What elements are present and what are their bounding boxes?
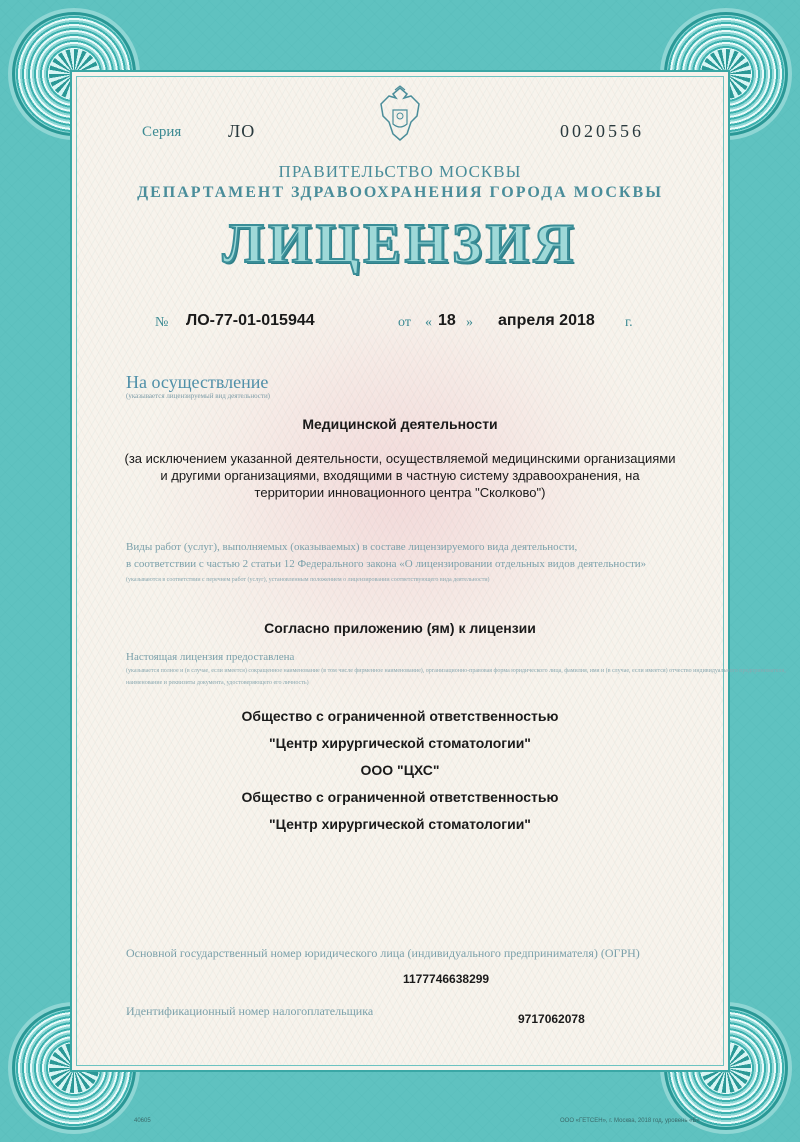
ogrn-value: 1177746638299 (403, 972, 490, 986)
works-hint: (указываются в соответствии с перечнем работ (услуг), установленным положением о лицензировании соответствующего вида деятельности) (126, 577, 490, 583)
inn-label: Идентификационный номер налогоплательщика (126, 1004, 374, 1018)
document-title: ЛИЦЕНЗИЯ (222, 213, 578, 275)
org-full-name-quoted: "Центр хирургической стоматологии" (269, 735, 531, 751)
series-label: Серия (142, 124, 182, 140)
activity-note-line: (за исключением указанной деятельности, осуществляемой медицинскими организациями (124, 451, 676, 466)
activity-note (100, 450, 700, 501)
granted-label: Настоящая лицензия предоставлена (126, 651, 295, 663)
works-value: Согласно приложению (ям) к лицензии (264, 620, 536, 636)
license-number: ЛО-77-01-015944 (186, 312, 315, 329)
activity-hint: (указывается лицензируемый вид деятельности) (126, 392, 271, 400)
coat-of-arms-icon (367, 82, 433, 148)
quote-open: « (425, 315, 432, 330)
government-name: ПРАВИТЕЛЬСТВО МОСКВЫ (278, 162, 522, 181)
series-value: ЛО (228, 121, 256, 141)
org-firm-name: Общество с ограниченной ответственностью (241, 789, 559, 805)
date-label: от (398, 315, 411, 330)
works-label-line-1: Виды работ (услуг), выполняемых (оказываемых) в составе лицензируемого вида деятельности, (126, 541, 578, 553)
org-short-name: ООО "ЦХС" (360, 762, 440, 778)
footer-right: ООО «ГЕТСЕН», г. Москва, 2018 год, уровень «Б» (560, 1118, 700, 1124)
activity-label: На осуществление (126, 372, 269, 392)
form-number: 0020556 (560, 121, 644, 141)
activity-note-line: территории инновационного центра "Сколково") (254, 485, 546, 500)
works-label-line-2: в соответствии с частью 2 статьи 12 Федерального закона «О лицензировании отдельных видов деятельности» (126, 558, 647, 570)
license-month-year: апреля 2018 (498, 312, 595, 329)
department-name: ДЕПАРТАМЕНТ ЗДРАВООХРАНЕНИЯ ГОРОДА МОСКВЫ (137, 184, 663, 201)
granted-hint-line-1: (указывается полное и (в случае, если имеется) сокращенное наименование (в том числе фирменное наименование), организационно-правовая форма юридического лица, фамилия, имя и (в случае, если имеется) отчество индивидуального предпринимателя, (126, 668, 786, 674)
granted-hint-line-2: наименование и реквизиты документа, удостоверяющего его личность) (126, 680, 309, 686)
license-day: 18 (438, 312, 456, 329)
license-number-label: № (155, 315, 169, 330)
org-full-name: Общество с ограниченной ответственностью (241, 708, 559, 724)
ogrn-label: Основной государственный номер юридического лица (индивидуального предпринимателя) (ОГРН) (126, 946, 640, 960)
activity-note-line: и другими организациями, входящими в частную систему здравоохранения, на (160, 468, 640, 483)
footer-left: 40605 (134, 1118, 151, 1124)
activity-name: Медицинской деятельности (302, 416, 498, 432)
org-firm-name-quoted: "Центр хирургической стоматологии" (269, 816, 531, 832)
quote-close: » (466, 315, 473, 330)
year-suffix: г. (625, 315, 633, 330)
inn-value: 9717062078 (518, 1012, 585, 1026)
